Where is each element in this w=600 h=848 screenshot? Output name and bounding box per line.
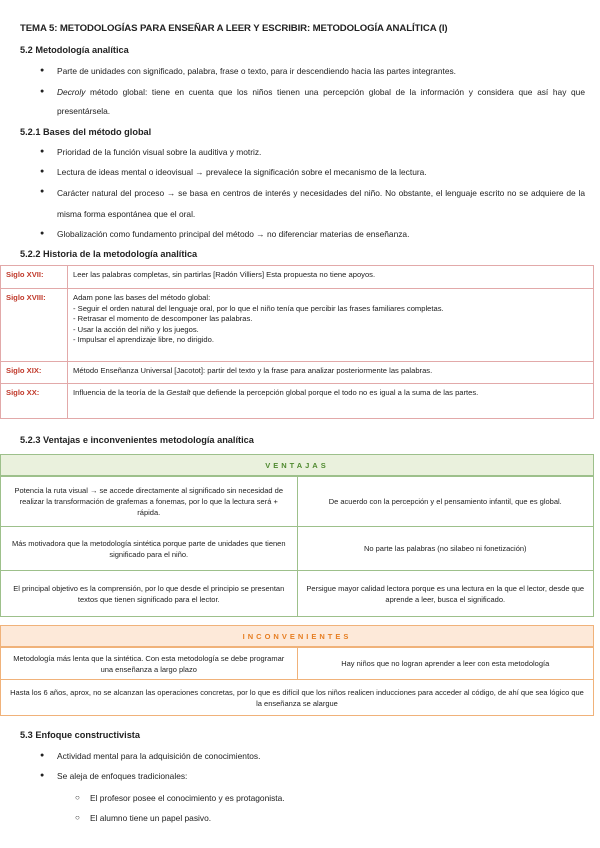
heading-5-2: 5.2 Metodología analítica [20,45,129,55]
ventaja-cell: Persigue mayor calidad lectora porque es una lectura en la que el lector, desde que aprende a leer, busca el significado. [297,571,594,617]
era-description: Influencia de la teoría de la Gestalt que defiende la percepción global porque el todo no es igual a la suma de las partes. [68,384,594,419]
ventaja-cell: De acuerdo con la percepción y el pensamiento infantil, que es global. [297,477,594,527]
table-row [1,266,594,289]
heading-5-2-1: 5.2.1 Bases del método global [20,127,152,137]
table-row [1,680,594,716]
table-row [1,477,594,527]
decroly-name: Decroly [57,87,86,97]
era-description: Leer las palabras completas, sin partirlas [Radón Villiers] Esta propuesta no tiene apoyos. [68,266,594,289]
page-title: TEMA 5: METODOLOGÍAS PARA ENSEÑAR A LEER Y ESCRIBIR: METODOLOGÍA ANALÍTICA (I) [20,23,448,34]
era-cell: Siglo XVII: [1,266,68,289]
table-row [1,571,594,617]
inconvenientes-header: INCONVENIENTES [0,625,594,647]
ventajas-header: VENTAJAS [0,454,594,476]
heading-5-2-2: 5.2.2 Historia de la metodología analítica [20,249,198,259]
inconvenientes-table [0,647,594,716]
table-row [1,648,594,680]
bullet-icon: ● [40,67,45,74]
document-page: TEMA 5: METODOLOGÍAS PARA ENSEÑAR A LEER Y ESCRIBIR: METODOLOGÍA ANALÍTICA (I) 5.2 Metodología analítica ● Parte de unidades con significado, palabra, frase o texto, para ir descendiendo hacia las partes integrantes. ● Decroly método global: tiene en cuenta que los niños tienen una percepción global de la información y considera que así hay que presentársela. 5.2.1 Bases del método global ● Prioridad de la función visual sobre la auditiva y motriz. ● Lectura de ideas mental o ideovisual → prevalece la significación sobre el mecanismo de la lectura. ● Carácter natural del proceso → se basa en centros de interés y necesidades del niño. No obstante, el lenguaje escrito no se adquiere de la misma forma espontánea que el oral. ● Globalización como fundamento principal del método → no diferenciar materias de enseñanza. 5.2.2 Historia de la metodología analítica Siglo XVII: Leer las palabras completas, sin partirlas [Radón Villiers] Esta propuesta no tiene apoyos. Siglo XVIII: Adam pone las bases del método global: - Seguir el orden natural del lenguaje oral, por lo que el niño tenía que percibir las frases familiares completas. - Retrasar el momento de descomponer las palabras. - Usar la acción del niño y los juegos. - Impulsar el aprendizaje libre, no dirigido. Siglo XIX: Método Enseñanza Universal [Jacotot]: partir del texto y la frase para analizar posteriormente las palabras. Siglo XX: Influencia de la teoría de la Gestalt que defiende la percepción global porque el todo no es igual a la suma de las partes. 5.2.3 Ventajas e inconvenientes metodología analítica VENTAJAS Potencia la ruta visual → se accede directamente al significado sin necesidad de realizar la transformación de grafemas a fonemas, por lo que la lectura será + rápida. De acuerdo con la percepción y el pensamiento infantil, que es global. Más motivadora que la metodología sintética porque parte de unidades que tienen significado para el niño. No parte las palabras (no silabeo ni fonetización) El principal objetivo es la comprensión, por lo que desde el principio se presentan textos que tienen significado para el lector. Persigue mayor calidad lectora porque es una lectura en la que el lector, desde que aprende a leer, busca el significado. INCONVENIENTES Metodología más lenta que la sintética. Con esta metodología se debe programar una enseñanza a largo plazo Hay niños que no logran aprender a leer con esta metodología Hasta los 6 años, aprox, no se alcanzan las operaciones concretas, por lo que es difícil que los niños realicen inducciones para acceder al código, de ahí que sea lógico que la enseñanza se alargue 5.3 Enfoque constructivista ● Actividad mental para la adquisición de conocimientos. ● Se aleja de enfoques tradicionales: ○ El profesor posee el conocimiento y es protagonista. ○ El alumno tiene un papel pasivo. [0,0,600,848]
ventaja-cell: El principal objetivo es la comprensión, por lo que desde el principio se presentan textos que tienen significado para el lector. [1,571,298,617]
ventaja-cell: Más motivadora que la metodología sintética porque parte de unidades que tienen significado para el niño. [1,527,298,571]
table-row [1,289,594,362]
era-description: Método Enseñanza Universal [Jacotot]: partir del texto y la frase para analizar posteriormente las palabras. [68,362,594,384]
inconveniente-cell: Hasta los 6 años, aprox, no se alcanzan las operaciones concretas, por lo que es difícil que los niños realicen inducciones para acceder al código, de ahí que sea lógico que la enseñanza se alargue [1,680,594,716]
era-cell: Siglo XIX: [1,362,68,384]
bullet-icon: ● [40,772,45,779]
heading-5-2-3: 5.2.3 Ventajas e inconvenientes metodología analítica [20,435,254,445]
bullet-icon: ● [40,188,45,195]
inconveniente-cell: Metodología más lenta que la sintética. Con esta metodología se debe programar una enseñanza a largo plazo [1,648,298,680]
bullet-icon: ● [40,88,45,95]
table-row [1,362,594,384]
ventaja-cell: No parte las palabras (no silabeo ni fonetización) [297,527,594,571]
circle-bullet-icon: ○ [75,813,80,822]
heading-5-3: 5.3 Enfoque constructivista [20,730,140,740]
history-table [0,265,594,419]
era-description: Adam pone las bases del método global: - Seguir el orden natural del lenguaje oral, por lo que el niño tenía que percibir las frases familiares completas. - Retrasar el momento de descomponer las palabras. - Usar la acción del niño y los juegos. - Impulsar el aprendizaje libre, no dirigido. [68,289,594,362]
bullet-icon: ● [40,230,45,237]
table-row [1,384,594,419]
ventaja-cell: Potencia la ruta visual → se accede directamente al significado sin necesidad de realizar la transformación de grafemas a fonemas, por lo que la lectura será + rápida. [1,477,298,527]
table-row [1,527,594,571]
era-cell: Siglo XVIII: [1,289,68,362]
circle-bullet-icon: ○ [75,793,80,802]
bullet-icon: ● [40,168,45,175]
bullet-icon: ● [40,752,45,759]
ventajas-table [0,476,594,617]
era-cell: Siglo XX: [1,384,68,419]
inconveniente-cell: Hay niños que no logran aprender a leer con esta metodología [297,648,594,680]
bullet-icon: ● [40,148,45,155]
